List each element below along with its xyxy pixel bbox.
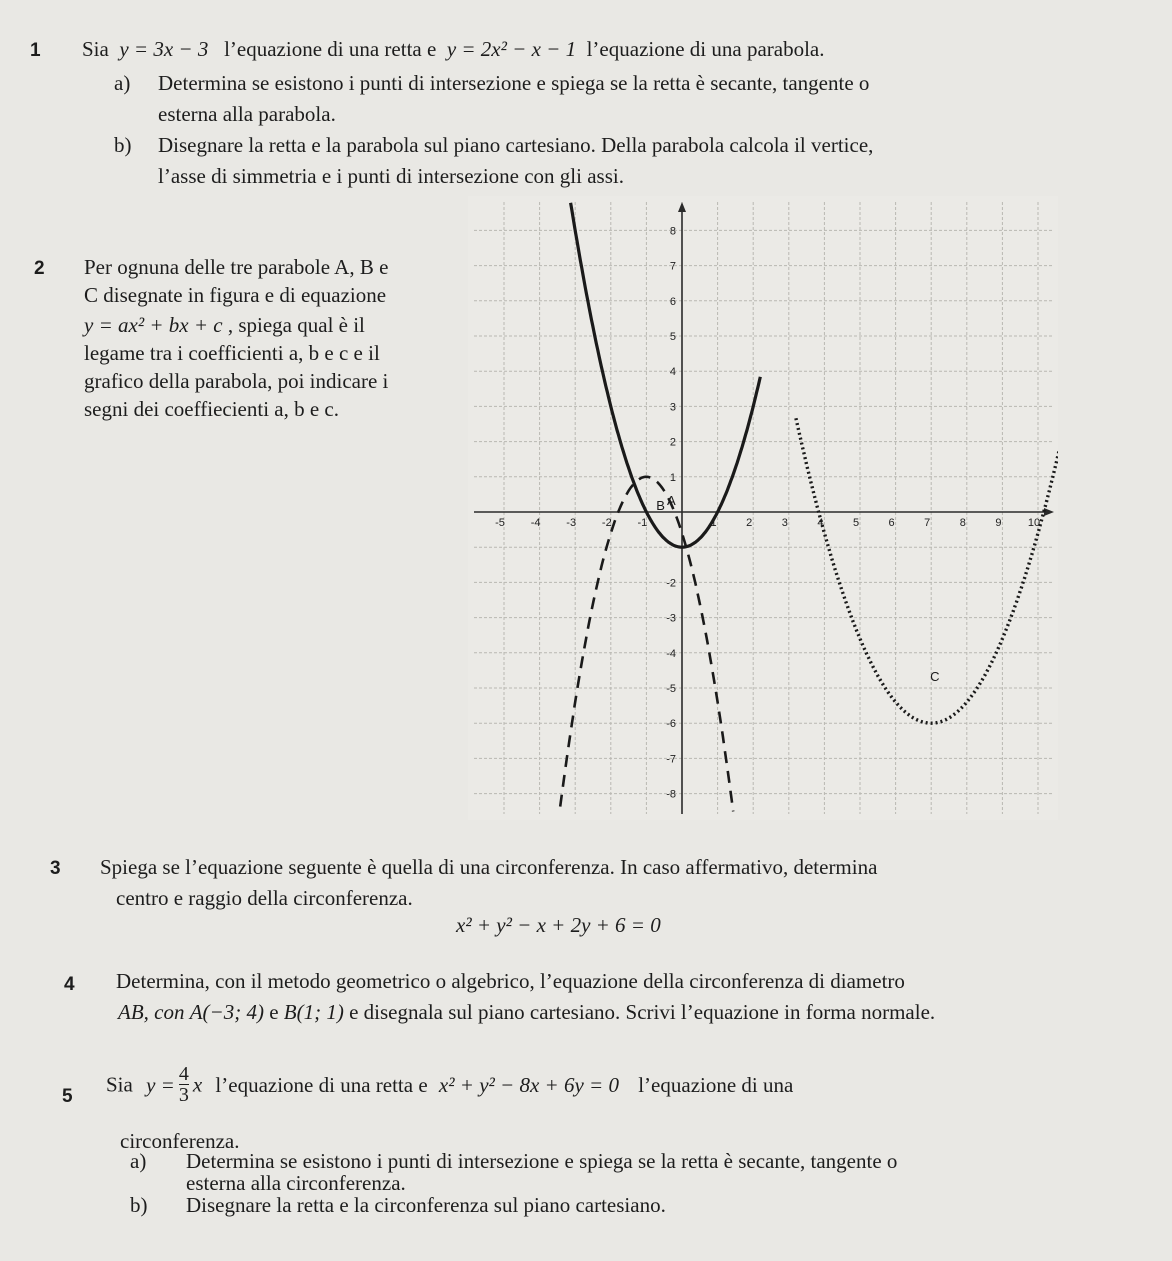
x-tick-label: 5	[852, 517, 860, 529]
x-tick-label: -4	[530, 517, 541, 529]
ex3-number: 3	[50, 858, 61, 879]
x-tick-label: 2	[746, 517, 753, 529]
ex2-line3	[84, 312, 365, 338]
ex5-line-var: x	[192, 1072, 203, 1097]
y-tick-label: -7	[666, 753, 676, 766]
y-tick-label: -8	[666, 788, 676, 801]
x-tick-label: 6	[888, 517, 895, 529]
graph-background	[468, 196, 1058, 820]
ex1-b-label: b)	[114, 133, 132, 157]
ex1-number: 1	[30, 40, 41, 61]
ex5-b-line1: Disegnare la retta e la circonferenza sul piano cartesiano.	[186, 1193, 666, 1217]
ex5-a-line2: esterna alla circonferenza.	[186, 1171, 406, 1195]
ex5-a-label: a)	[130, 1149, 147, 1173]
y-tick-label: 5	[669, 331, 676, 343]
y-tick-label: -3	[666, 612, 676, 625]
ex2-line6: segni dei coeffiecienti a, b e c.	[84, 397, 339, 421]
y-tick-label: 6	[669, 295, 676, 308]
ex1-parabola-equation: y = 2x² − x − 1	[446, 37, 577, 61]
y-tick-label: 7	[669, 260, 676, 273]
ex5-frac-denominator: 3	[178, 1084, 189, 1106]
x-tick-label: 10	[1027, 517, 1041, 529]
ex4-point-b: B(1; 1)	[283, 1000, 344, 1024]
ex4-line2-c: e disegnala sul piano cartesiano. Scrivi l’equazione in forma normale.	[349, 1000, 936, 1024]
ex3-line2: centro e raggio della circonferenza.	[116, 886, 413, 910]
y-tick-label: -6	[666, 718, 676, 731]
ex2-line1: Per ognuna delle tre parabole A, B e	[84, 255, 389, 279]
ex4-line2-b: e	[269, 1000, 279, 1024]
ex5-number: 5	[62, 1086, 73, 1107]
ex5-intro-b: l’equazione di una retta e	[215, 1072, 428, 1097]
ex5-circle-equation: x² + y² − 8x + 6y = 0	[438, 1072, 619, 1097]
ex2-number: 2	[34, 258, 45, 279]
ex5-intro-a: Sia	[106, 1072, 133, 1097]
y-tick-label: 4	[669, 366, 676, 379]
x-tick-label: -3	[566, 517, 577, 529]
curve-label-a: A	[666, 492, 676, 508]
ex1-a-line1: Determina se esistono i punti di intersezione e spiega se la retta è secante, tangente o	[158, 71, 870, 95]
curve-label-b: B	[656, 498, 665, 514]
ex1-line-equation: y = 3x − 3	[119, 37, 209, 61]
y-tick-label: 2	[669, 436, 676, 449]
ex4-point-a: A(−3; 4)	[189, 1000, 264, 1024]
ex2-general-equation: y = ax² + bx + c	[84, 313, 223, 337]
x-tick-label: 3	[781, 517, 788, 529]
y-tick-label: 3	[669, 401, 676, 414]
x-tick-label: -2	[601, 517, 612, 529]
x-tick-label: -5	[495, 517, 505, 529]
ex5-fraction	[179, 1064, 189, 1105]
ex1-intro-b: l’equazione di una retta e	[224, 37, 437, 61]
ex5-line-lhs: y =	[146, 1072, 175, 1097]
ex2-line2: C disegnate in figura e di equazione	[84, 283, 387, 307]
ex4-line2-a: AB, con	[118, 1000, 185, 1024]
ex1-intro-c: l’equazione di una parabola.	[586, 37, 825, 61]
ex5-b-label: b)	[130, 1193, 148, 1217]
ex1-b-line1: Disegnare la retta e la parabola sul piano cartesiano. Della parabola calcola il vertice,	[158, 133, 874, 157]
ex1-a-label: a)	[114, 71, 131, 95]
ex4-number: 4	[64, 974, 75, 995]
ex3-line1: Spiega se l’equazione seguente è quella di una circonferenza. In caso affermativo, determina	[100, 855, 878, 879]
ex5-intro-d: circonferenza.	[120, 1129, 240, 1153]
x-tick-label: 9	[995, 517, 1002, 529]
x-tick-label: 8	[959, 517, 966, 529]
y-tick-label: -2	[666, 577, 676, 590]
ex1-a-line2: esterna alla parabola.	[158, 102, 336, 126]
ex5-statement	[106, 1064, 793, 1105]
ex5-intro-c: l’equazione di una	[638, 1072, 794, 1097]
y-tick-label: -4	[666, 647, 676, 660]
y-tick-label: -5	[666, 683, 676, 695]
ex5-frac-numerator: 4	[178, 1063, 189, 1085]
y-tick-label: 8	[669, 225, 676, 238]
parabolas-graph	[468, 196, 1058, 820]
ex3-equation: x² + y² − x + 2y + 6 = 0	[456, 913, 661, 937]
ex2-line3-rest: , spiega qual è il	[227, 313, 365, 337]
x-tick-label: -1	[637, 517, 648, 529]
ex1-b-line2: l’asse di simmetria e i punti di intersezione con gli assi.	[158, 164, 624, 188]
ex4-line1: Determina, con il metodo geometrico o algebrico, l’equazione della circonferenza di diametro	[116, 969, 905, 993]
ex1-statement	[82, 36, 824, 62]
ex2-line5: grafico della parabola, poi indicare i	[84, 369, 389, 393]
x-tick-label: 4	[817, 517, 824, 529]
y-tick-label: 1	[669, 471, 676, 484]
ex4-line2	[118, 999, 935, 1025]
curve-label-c: C	[930, 668, 940, 684]
ex1-intro-a: Sia	[82, 37, 109, 61]
ex5-a-line1: Determina se esistono i punti di intersezione e spiega se la retta è secante, tangente o	[186, 1149, 898, 1173]
ex2-line4: legame tra i coefficienti a, b e c e il	[84, 341, 380, 365]
x-tick-label: 1	[710, 517, 717, 529]
x-tick-label: 7	[924, 517, 931, 529]
